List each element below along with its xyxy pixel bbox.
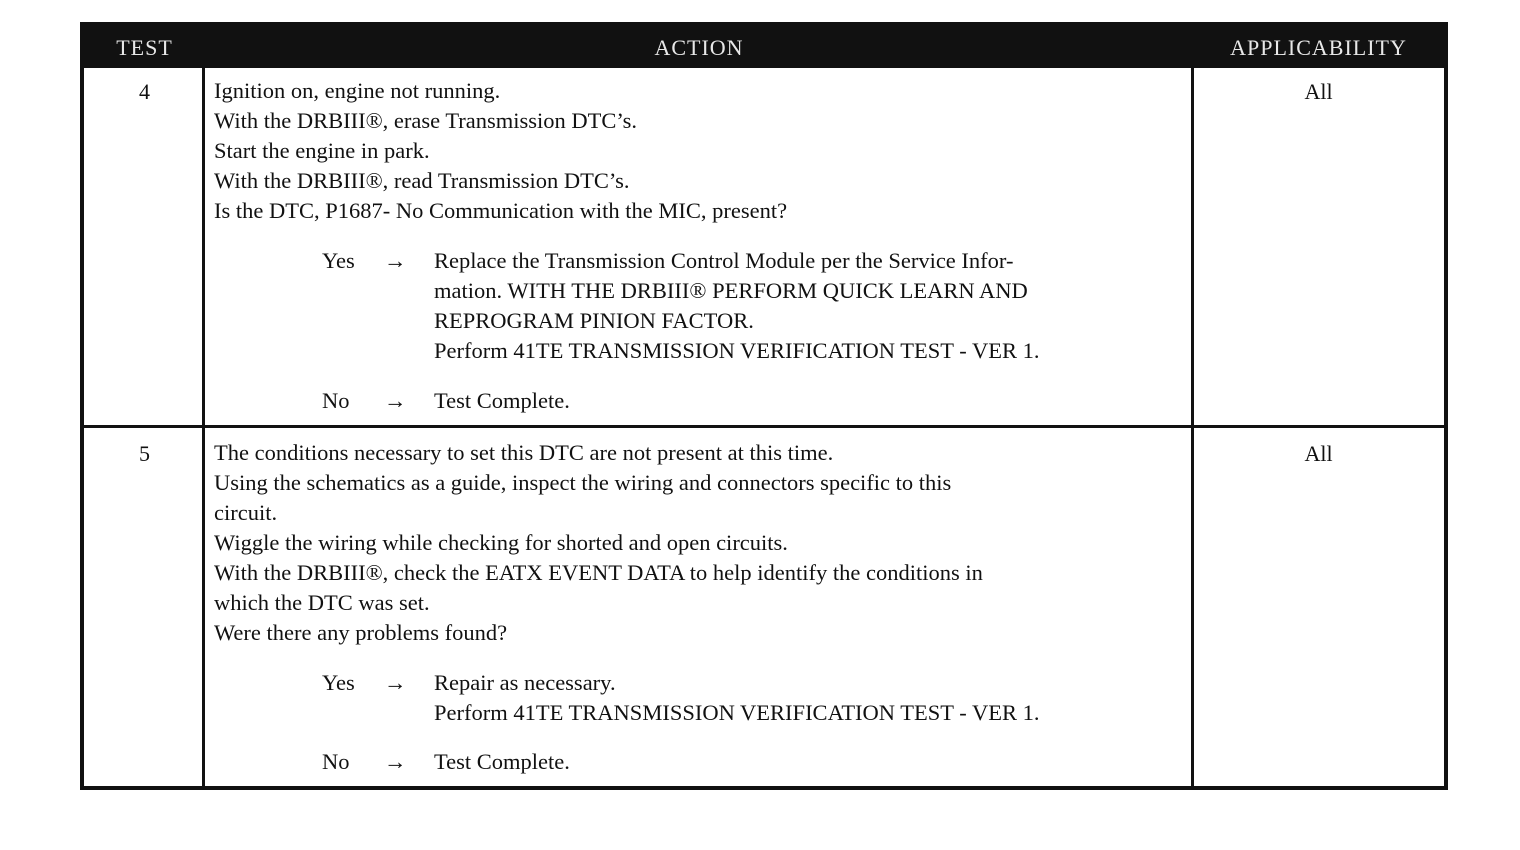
no-answer-row-2	[84, 747, 1184, 777]
applicability-row-1: All	[1304, 79, 1333, 104]
yes-result	[434, 668, 1194, 728]
yes-label: Yes	[322, 670, 355, 695]
action-steps-row-2	[214, 438, 1189, 648]
test-number-row-1: 4	[139, 79, 150, 104]
no-answer-row-1	[84, 386, 1184, 416]
action-line: Ignition on, engine not running.	[214, 78, 501, 103]
yes-answer-row-2	[84, 668, 1184, 728]
action-steps-row-1	[214, 76, 1189, 226]
arrow-icon: →	[384, 248, 407, 273]
action-line: Were there any problems found?	[214, 620, 508, 645]
action-line: With the DRBIII®, check the EATX EVENT DATA to help identify the conditions in	[214, 560, 983, 585]
action-line: With the DRBIII®, read Transmission DTC’s.	[214, 168, 630, 193]
action-line: Start the engine in park.	[214, 138, 430, 163]
action-line: The conditions necessary to set this DTC are not present at this time.	[214, 440, 834, 465]
action-line: Using the schematics as a guide, inspect the wiring and connectors specific to this	[214, 470, 952, 495]
action-line: which the DTC was set.	[214, 590, 430, 615]
header-test: TEST	[116, 35, 173, 60]
yes-line: Perform 41TE TRANSMISSION VERIFICATION TEST - VER 1.	[434, 338, 1040, 363]
no-label: No	[322, 388, 350, 413]
yes-line: Repair as necessary.	[434, 670, 616, 695]
no-label: No	[322, 749, 350, 774]
no-result	[434, 747, 1194, 777]
applicability-row-2: All	[1304, 441, 1333, 466]
table-header	[84, 26, 1444, 68]
action-line: With the DRBIII®, erase Transmission DTC’s.	[214, 108, 638, 133]
header-action: ACTION	[654, 35, 744, 60]
no-line: Test Complete.	[434, 749, 570, 774]
diagnostic-table	[80, 22, 1448, 790]
arrow-icon: →	[384, 749, 407, 774]
yes-line: Replace the Transmission Control Module per the Service Infor-	[434, 248, 1014, 273]
action-line: Wiggle the wiring while checking for shorted and open circuits.	[214, 530, 788, 555]
yes-result	[434, 246, 1194, 366]
yes-label: Yes	[322, 248, 355, 273]
yes-line: Perform 41TE TRANSMISSION VERIFICATION TEST - VER 1.	[434, 700, 1040, 725]
arrow-icon: →	[384, 388, 407, 413]
row-divider	[84, 425, 1444, 428]
yes-line: mation. WITH THE DRBIII® PERFORM QUICK LEARN AND	[434, 278, 1028, 303]
header-applicability: APPLICABILITY	[1230, 35, 1407, 60]
action-line: Is the DTC, P1687- No Communication with the MIC, present?	[214, 198, 788, 223]
no-result	[434, 386, 1194, 416]
action-line: circuit.	[214, 500, 278, 525]
arrow-icon: →	[384, 670, 407, 695]
yes-line: REPROGRAM PINION FACTOR.	[434, 308, 754, 333]
yes-answer-row-1	[84, 246, 1184, 366]
no-line: Test Complete.	[434, 388, 570, 413]
test-number-row-2: 5	[139, 441, 150, 466]
